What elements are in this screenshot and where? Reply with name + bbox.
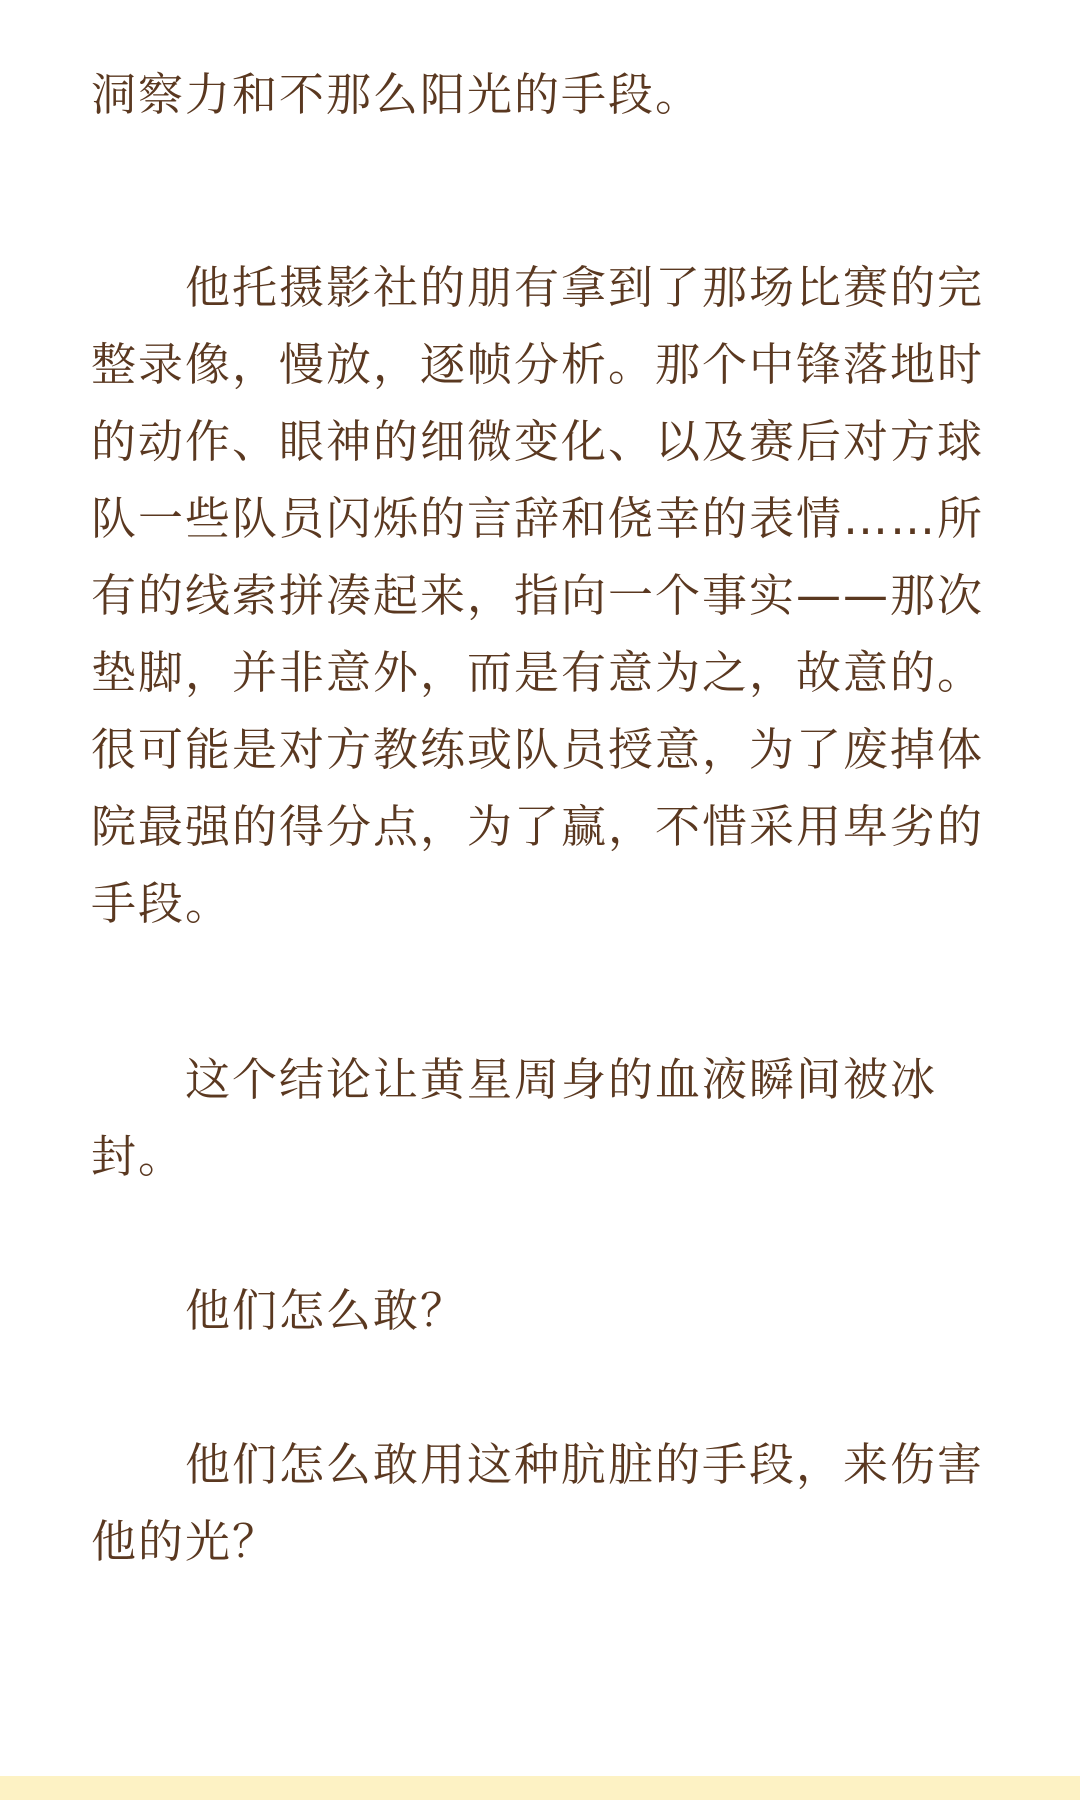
paragraph-continuation: 洞察力和不那么阳光的手段。: [91, 68, 703, 121]
paragraph-question-extended: 他们怎么敢用这种肮脏的手段，来伤害他的光？: [91, 1438, 985, 1568]
bottom-strip: [0, 1776, 1080, 1800]
paragraph-question: 他们怎么敢？: [91, 1284, 468, 1337]
paragraph-conclusion: 这个结论让黄星周身的血液瞬间被冰封。: [91, 1053, 938, 1183]
paragraph-analysis: 他托摄影社的朋有拿到了那场比赛的完整录像，慢放，逐帧分析。那个中锋落地时的动作、眼神的细微变化、以及赛后对方球队一些队员闪烁的言辞和侥幸的表情……所有的线索拼凑起来，指向一个事实——那次垫脚，并非意外，而是有意为之，故意的。很可能是对方教练或队员授意，为了废掉体院最强的得分点，为了赢，不惜采用卑劣的手段。: [91, 261, 985, 930]
